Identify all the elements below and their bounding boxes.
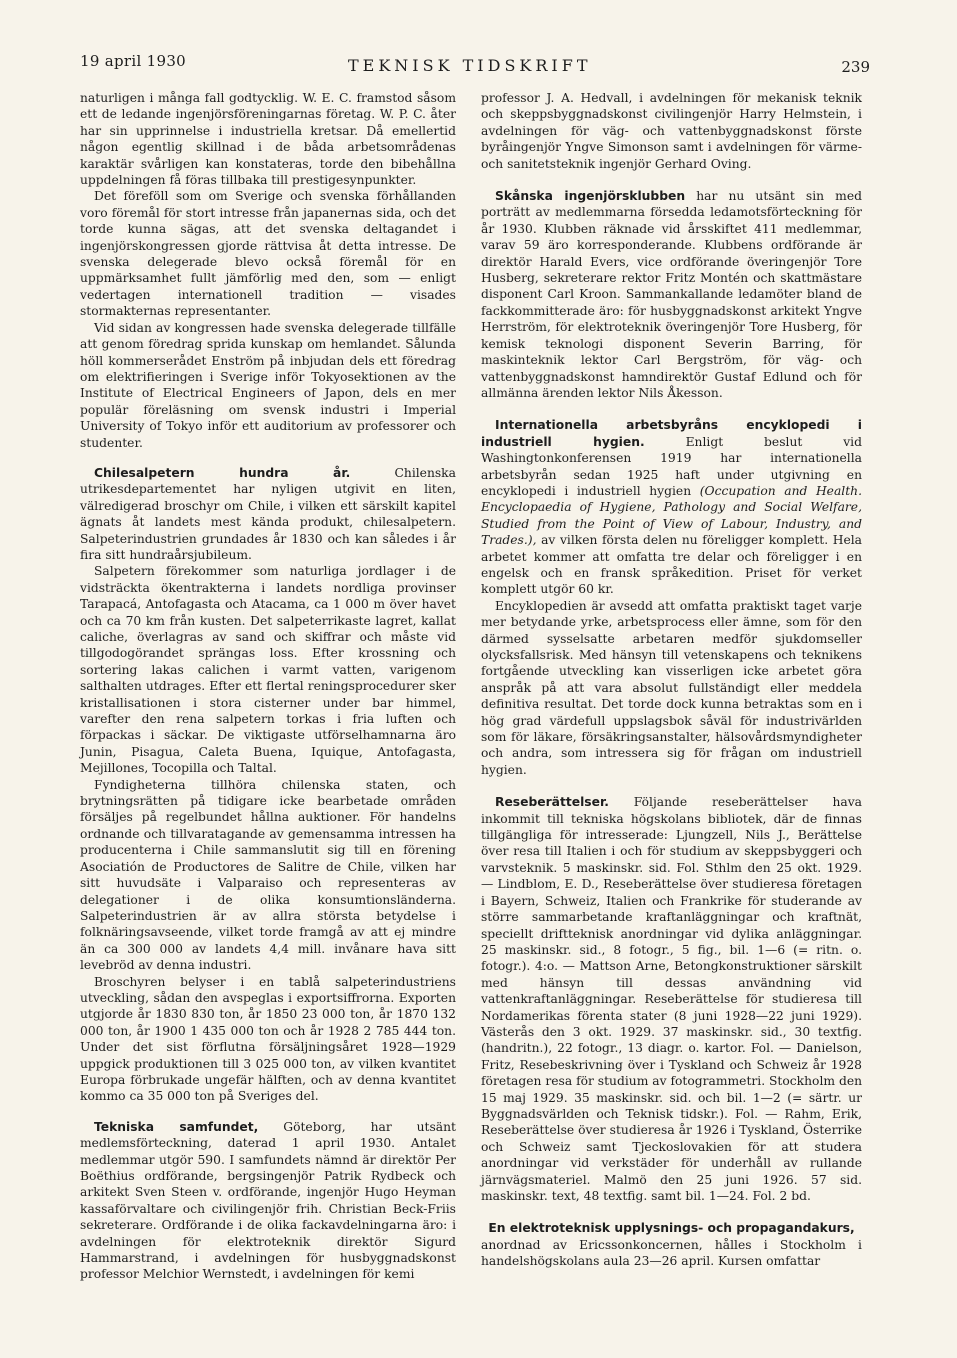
paragraph-text: Göteborg, har utsänt medlemsförteckning, daterad 1 april 1930. Antalet medlemmar utgör 590. I samfundets nämnd är direktör Per Boëthius ordförande, bergsingenjör Patrik Rydbeck och arkitekt Sven Steen v. ordförande, ingenjör Hugo Heyman kassaförvaltare och civilingenjör frih. Christian Beck-Friis sekreterare. Ordförande i de olika fackavdelningarna äro: i avdelningen för elektroteknik direktör Sigurd Hammarstrand, i avdelningen för husbyggnadskonst professor Melchior Wernstedt, i avdelningen för kemi xyxy=(80,1119,456,1282)
article-tekniska-samfundet xyxy=(80,1119,456,1283)
article-elektroteknisk-kurs-heading xyxy=(481,1220,862,1236)
journal-title: TEKNISK TIDSKRIFT xyxy=(348,56,592,75)
paragraph: Encyklopedien är avsedd att omfatta praktiskt taget varje mer betydande yrke, arbetsprocess eller ämne, som för den därmed sysselsatte arbetaren medför sjukdomseller olycksfallsrisk. Med hänsyn till vetenskapens och teknikens fortgående utveckling kan visserligen icke arbetet göra anspråk på att vara absolut fullständigt eller meddela definitiva resultat. Det torde dock kunna betraktas som en i hög grad värdefull uppslagsbok såväl för industrivärlden som för läkare, försäkringsanstalter, hälsovårdsmyndigheter och andra, som intressera sig för frågan om industriell hygien. xyxy=(481,598,862,777)
section-heading: Reseberättelser. xyxy=(495,795,609,810)
paragraph: Broschyren belyser i en tablå salpeterindustriens utveckling, sådan den avspeglas i exportsiffrorna. Exporten utgjorde år 1830 830 ton, år 1850 23 000 ton, år 1870 132 000 ton, år 1900 1 435 000 ton och år 1928 2 785 444 ton. Under det sist förflutna försäljningsåret 1928—1929 uppgick produktionen till 3 025 000 ton, av vilken kvantitet Europa förbrukade ungefär hälften, och av denna kvantitet kommo ca 35 000 ton på Sveriges del. xyxy=(80,974,456,1104)
article-internationella-arbetsbyran xyxy=(481,417,862,597)
paragraph: anordnad av Ericssonkoncernen, hålles i Stockholm i handelshögskolans aula 23—26 april. Kursen omfattar xyxy=(481,1237,862,1269)
paragraph: Salpetern förekommer som naturliga jordlager i de vidsträckta ökentrakterna i landets nordliga provinser Tarapacá, Antofagasta och Atacama, ca 1 000 m över havet och ca 70 km från kusten. Det salpeterrikaste lagret, kallat caliche, överlagras av sand och skiffrar och måste vid tillgodogörandet sprängas loss. Efter krossning och sortering lakas calichen i varmt vatten, varigenom salthalten utdrages. Efter ett flertal reningsprocedurer sker kristallisationen i stora cisterner under bar himmel, varefter den rena salpetern torkas i fria luften och förpackas i säckar. De viktigaste utförselhamnarna äro Junin, Pisagua, Caleta Buena, Iquique, Antofagasta, Mejillones, Tocopilla och Taltal. xyxy=(80,564,456,776)
paragraph-text: Följande reseberättelser hava inkommit till tekniska högskolans bibliotek, där de finnas tillgängliga för intresserade: Ljungzell, Nils J., Berättelse över resa till Italien i och för studium av skeppsbyggeri och varvsteknik. 5 maskinskr. sid. Fol. Sthlm den 25 okt. 1929. — Lindblom, E. D., Reseberättelse över studieresa företagen i Bayern, Schweiz, Italien och Frankrike för studerande av större sammarbetande kraftanläggningar och kraftnät, speciellt driftteknisk anordningar vid dylika anläggningar. 25 maskinskr. sid., 8 fotogr., 5 fig., bil. 1—6 (= ritn. o. fotogr.). 4:o. — Mattson Arne, Betongkonstruktioner särskilt med hänsyn till dessas användning vid vattenkraftanläggningar. Reseberättelse för studieresa till Nordamerikas förenta stater (8 juni 1928—22 juni 1929). Västerås den 3 okt. 1929. 37 maskinskr. sid., 30 textfig. (handritn.), 22 fotogr., 13 diagr. o. kartor. Fol. — Danielson, Fritz, Resebeskrivning över i Tyskland och Schweiz år 1928 företagen resa för studium av fotogrammetri. Stockholm den 15 maj 1929. 35 maskinskr. sid. och bil. 1—2 (= särtr. ur Byggnadsvärlden och Teknisk tidskr.). Fol. — Rahm, Erik, Reseberättelse över studieresa år 1926 i Tyskland, Österrike och Schweiz samt Tjeckoslovakien för att studera anordningar vid verkstäder för underhåll av rullande järnvägsmateriel. Malmö den 25 juni 1926. 57 sid. maskinskr. text, 48 textfig. samt bil. 1—24. Fol. 2 bd. xyxy=(481,795,863,1203)
article-reseberattelser xyxy=(481,794,862,1204)
paragraph: Det föreföll som om Sverige och svenska förhållanden voro föremål för stort intresse från japanernas sida, och det torde kunna sägas, att det svenska deltagandet i ingenjörskongressen gjorde rättvisa åt detta intresse. De svenska delegerade blevo också föremål för en uppmärksamhet fullt jämförlig med den, som — enligt vedertagen internationell tradition — visades stormakternas representanter. xyxy=(80,189,456,319)
page-header xyxy=(80,50,870,80)
section-heading: Chilesalpetern hundra år. xyxy=(94,465,351,480)
paragraph-text: Chilenska utrikesdepartementet har nyligen utgivit en liten, välredigerad broschyr om Chile, i vilken ett särskilt kapitel ägnats åt landets mest kända produkt, chilesalpetern. Salpeterindustrien grundades år 1830 och kan således i år fira sitt hundraårsjubileum. xyxy=(80,465,456,562)
paragraph: professor J. A. Hedvall, i avdelningen för mekanisk teknik och skeppsbyggnadskonst civilingenjör Harry Helmstein, i avdelningen för väg- och vattenbyggnadskonst förste byråingenjör Yngve Simonson samt i avdelningen för värme- och sanitetsteknik ingenjör Gerhard Oving. xyxy=(481,91,862,171)
left-column xyxy=(80,90,456,1283)
paragraph: naturligen i många fall godtycklig. W. E. C. framstod såsom ett de ledande ingenjörsföreningarnas företag. W. P. C. åter har sin upprinnelse i industriella kretsar. Då emellertid någon egentlig skillnad i de båda arbetsområdenas karaktär svårligen kan konstateras, torde den bibehållna uppdelningen få föras tillbaka till prestigesynpunkter. xyxy=(80,91,456,188)
paragraph: Vid sidan av kongressen hade svenska delegerade tillfälle att genom föredrag sprida kunskap om hemlandet. Sålunda höll kommerserådet Enström på inbjudan dels ett föredrag om elektrifieringen i Sverige inför Tokyosektionen av the Institute of Electrical Engineers of Japon, dels en mer populär föreläsning om svensk industri i Imperial University of Tokyo inför ett auditorium av professorer och studenter. xyxy=(80,320,456,450)
issue-date: 19 april 1930 xyxy=(80,52,187,70)
article-skanska-ingenjorsklubben xyxy=(481,188,862,401)
section-heading: Tekniska samfundet, xyxy=(94,1119,259,1134)
paragraph-text: har nu utsänt sin med porträtt av medlemmarna försedda ledamotsförteckning för år 1930. Klubben räknade vid årsskiftet 411 medlemmar, varav 59 äro korresponderande. Klubbens ordförande är direktör Harald Evers, vice ordförande överingenjör Tore Husberg, sekreterare rektor Fritz Montén och skattmästare disponent Carl Kroon. Sammankallande ledamöter bland de fackkommitterade äro: för husbyggnadskonst arkitekt Yngve Herrström, för elektroteknik överingenjör Tore Husberg, för kemisk teknologi disponent Severin Barring, för maskinteknik lektor Carl Bergström, för väg- och vattenbyggnadskonst hamndirektör Gustaf Edlund och för allmänna ärenden lektor Nils Åkesson. xyxy=(481,189,862,400)
paragraph: Fyndigheterna tillhöra chilenska staten, och brytningsrätten på tidigare icke bearbetade områden försäljes på regelbundet hållna auktioner. För handelns ordnande och tillvaratagande av gemensamma intressen ha producenterna i Chile sammanslutit sig till en förening Asociatión de Productores de Salitre de Chile, vilken har sitt huvudsäte i Valparaiso och representeras av delegationer i de olika konsumtionsländerna. Salpeterindustrien är av allra största betydelse i folknäringsavseende, vilket torde framgå av att ej mindre än ca 300 000 av landets 4,4 mill. invånare hava sitt levebröd av denna industri. xyxy=(80,777,456,973)
paragraph-text: Enligt beslut vid Washingtonkonferensen 1919 har internationella arbetsbyrån sedan 1925 haft under utgivning en encyklopedi i industriell hygien xyxy=(481,434,862,498)
article-chilesalpetern xyxy=(80,465,456,563)
paragraph-text: av vilken första delen nu föreligger komplett. Hela arbetet kommer att omfatta tre delar och föreligger i en engelsk och en fransk språkedition. Priset för verket komplett utgör 60 kr. xyxy=(481,533,862,597)
right-column xyxy=(481,90,862,1270)
section-heading: Skånska ingenjörsklubben xyxy=(495,189,686,204)
page-number: 239 xyxy=(841,58,870,76)
section-heading: En elektroteknisk upplysnings- och propagandakurs, xyxy=(488,1221,855,1236)
section-heading: Internationella arbetsbyråns encyklopedi i industriell hygien. xyxy=(481,418,862,449)
encyclopedia-title: (Occupation and Health. Encyclopaedia of Hygiene, Pathology and Social Welfare, Studied from the Point of View of Labour, Industry, and Trades.), xyxy=(481,483,862,548)
